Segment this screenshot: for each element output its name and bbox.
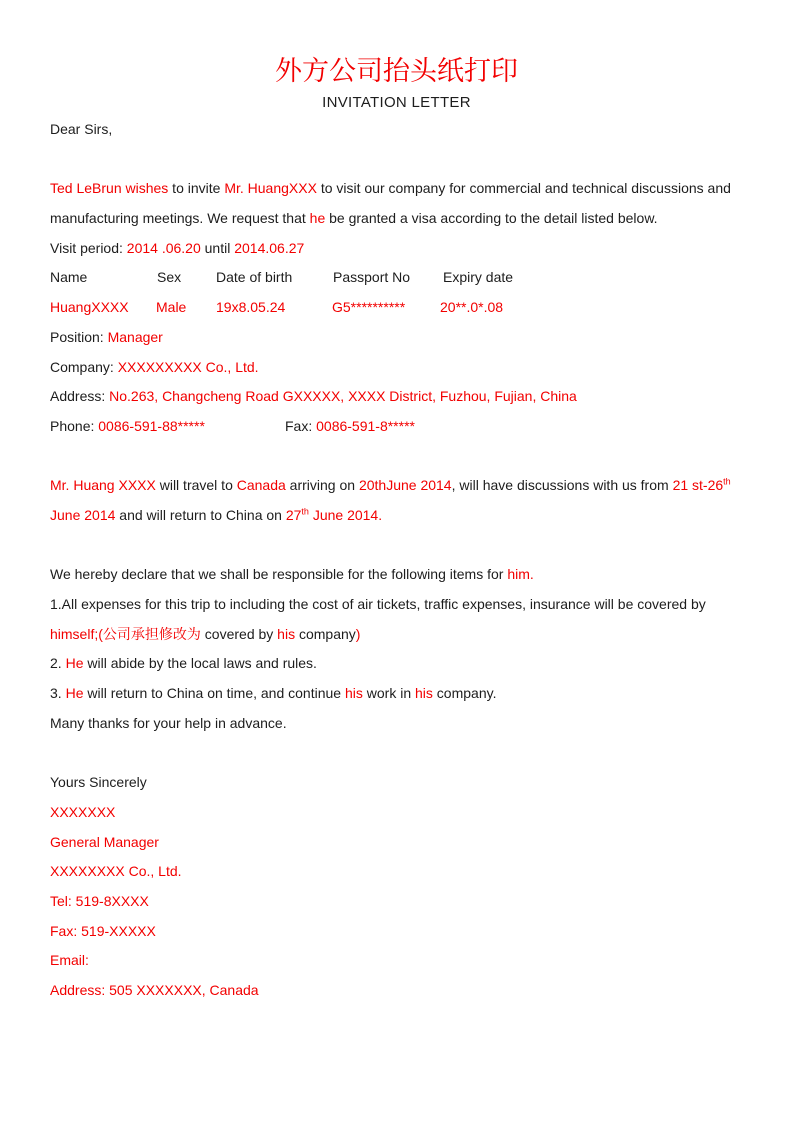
line-declaration (50, 560, 750, 590)
text-segment: his (344, 685, 363, 702)
text-segment: covered by (200, 625, 278, 642)
line-address (50, 382, 750, 412)
text-segment: himself;(公司承担修改为 (50, 625, 201, 642)
line-signer-address (50, 976, 750, 1006)
blank-line (50, 442, 750, 472)
text-segment: work in (362, 685, 415, 702)
text-segment: Name (50, 269, 88, 286)
line-item-1-line-2 (50, 620, 750, 650)
text-segment: Male (156, 299, 187, 316)
tab-column (332, 293, 405, 323)
tab-column (285, 412, 415, 442)
text-segment: company (295, 625, 356, 642)
text-segment: and will return to China on (115, 506, 286, 523)
text-segment: June 2014 (50, 506, 116, 523)
text-segment: Visit period: (50, 239, 127, 256)
line-signer-name (50, 798, 750, 828)
line-table-header (50, 263, 750, 293)
line-intro-line-1 (50, 174, 750, 204)
text-segment: his (415, 685, 433, 702)
text-segment: Mr. HuangXXX (224, 180, 317, 197)
text-segment: Phone: (50, 417, 99, 434)
text-segment: Address: (50, 388, 110, 405)
line-visit-period (50, 234, 750, 264)
text-segment: will return to China on time, and continue (83, 685, 345, 702)
text-segment: He (65, 655, 84, 672)
line-item-2 (50, 649, 750, 679)
text-segment: No.263, Changcheng Road GXXXXX, XXXX District, Fuzhou, Fujian, China (109, 388, 577, 405)
text-segment: Position: (50, 328, 108, 345)
text-segment: him. (507, 566, 534, 583)
text-segment: Many thanks for your help in advance. (50, 714, 287, 731)
line-signer-title (50, 828, 750, 858)
text-segment: to invite (168, 180, 225, 197)
text-segment: , will have discussions with us from (451, 477, 673, 494)
line-travel-line-2 (50, 501, 750, 531)
line-signer-email (50, 946, 750, 976)
tab-column (333, 263, 410, 293)
tab-column (157, 263, 181, 293)
line-signer-company (50, 857, 750, 887)
text-segment: 21 st-26 (672, 477, 724, 494)
text-segment: 20thJune 2014 (358, 477, 452, 494)
tab-column (50, 293, 129, 323)
text-segment: will travel to (155, 477, 237, 494)
text-segment: his (277, 625, 296, 642)
tab-column (216, 263, 292, 293)
tab-column (50, 263, 87, 293)
line-travel-line-1 (50, 471, 750, 501)
text-segment: Fax: (285, 417, 317, 434)
text-segment: Manager (107, 328, 163, 345)
tab-column (443, 263, 513, 293)
text-segment: 19x8.05.24 (216, 299, 286, 316)
text-segment: Expiry date (443, 269, 514, 286)
text-segment: arriving on (285, 477, 359, 494)
tab-column (156, 293, 186, 323)
text-segment: Company: (50, 358, 118, 375)
text-segment: 2014.06.27 (234, 239, 305, 256)
text-segment: 1.All expenses for this trip to including the cost of air tickets, traffic expenses, insurance will be covered by (50, 596, 706, 612)
text-segment: Email: (50, 952, 89, 969)
text-segment: Sex (157, 269, 182, 286)
text-segment: We hereby declare that we shall be responsible for the following items for (50, 566, 508, 583)
text-segment: Canada (236, 477, 286, 494)
line-item-3 (50, 679, 750, 709)
text-segment: XXXXXXXX Co., Ltd. (50, 863, 182, 880)
text-segment-superscript: th (723, 476, 731, 487)
blank-line (50, 531, 750, 561)
text-segment: Fax: 519-XXXXX (50, 922, 156, 939)
text-segment: G5********** (332, 299, 406, 316)
tab-column (440, 293, 503, 323)
text-segment: June 2014. (308, 506, 383, 523)
text-segment: Address: 505 XXXXXXX, Canada (50, 981, 259, 998)
text-segment: company. (432, 685, 497, 702)
text-segment: until (200, 239, 235, 256)
text-segment: He (65, 685, 84, 702)
blank-line (50, 145, 750, 175)
text-segment: manufacturing meetings. We request that (50, 210, 310, 227)
tab-column (50, 412, 205, 442)
line-thanks (50, 709, 750, 739)
line-signer-tel (50, 887, 750, 917)
line-intro-line-2 (50, 204, 750, 234)
line-table-row (50, 293, 750, 323)
text-segment: Dear Sirs, (50, 121, 113, 137)
document-subtitle: INVITATION LETTER (322, 94, 471, 111)
text-segment: be granted a visa according to the detail listed below. (325, 210, 658, 227)
letter-body (50, 115, 750, 1006)
text-segment: Tel: 519-8XXXX (50, 892, 149, 909)
text-segment: 3. (50, 685, 66, 702)
text-segment: to visit our company for commercial and technical discussions and (316, 180, 731, 197)
text-segment: Mr. Huang XXXX (50, 477, 156, 494)
tab-column (216, 293, 285, 323)
text-segment: 20**.0*.08 (440, 299, 504, 316)
line-salutation (50, 115, 750, 145)
text-segment: XXXXXXX (50, 803, 116, 820)
text-segment: will abide by the local laws and rules. (83, 655, 317, 672)
text-segment: ) (355, 625, 361, 642)
text-segment: Yours Sincerely (50, 774, 147, 791)
line-closing (50, 768, 750, 798)
line-company (50, 353, 750, 383)
text-segment: HuangXXXX (50, 299, 129, 316)
text-segment: Date of birth (216, 269, 293, 286)
blank-line (50, 738, 750, 768)
text-segment: General Manager (50, 833, 159, 850)
text-segment: Passport No (333, 269, 411, 286)
document-header (0, 52, 793, 114)
line-signer-fax (50, 917, 750, 947)
text-segment-superscript: th (301, 506, 309, 517)
text-segment: 0086-591-8***** (316, 417, 415, 434)
text-segment: 0086-591-88***** (98, 417, 205, 434)
line-item-1-line-1 (50, 590, 750, 620)
line-phone-fax (50, 412, 750, 442)
text-segment: 2. (50, 655, 66, 672)
text-segment: 2014 .06.20 (126, 239, 201, 256)
text-segment: XXXXXXXXX Co., Ltd. (117, 358, 259, 375)
line-position (50, 323, 750, 353)
document-title: 外方公司抬头纸打印 (275, 56, 518, 86)
text-segment: 27 (285, 506, 302, 523)
text-segment: he (309, 210, 326, 227)
text-segment: Ted LeBrun wishes (50, 180, 169, 197)
